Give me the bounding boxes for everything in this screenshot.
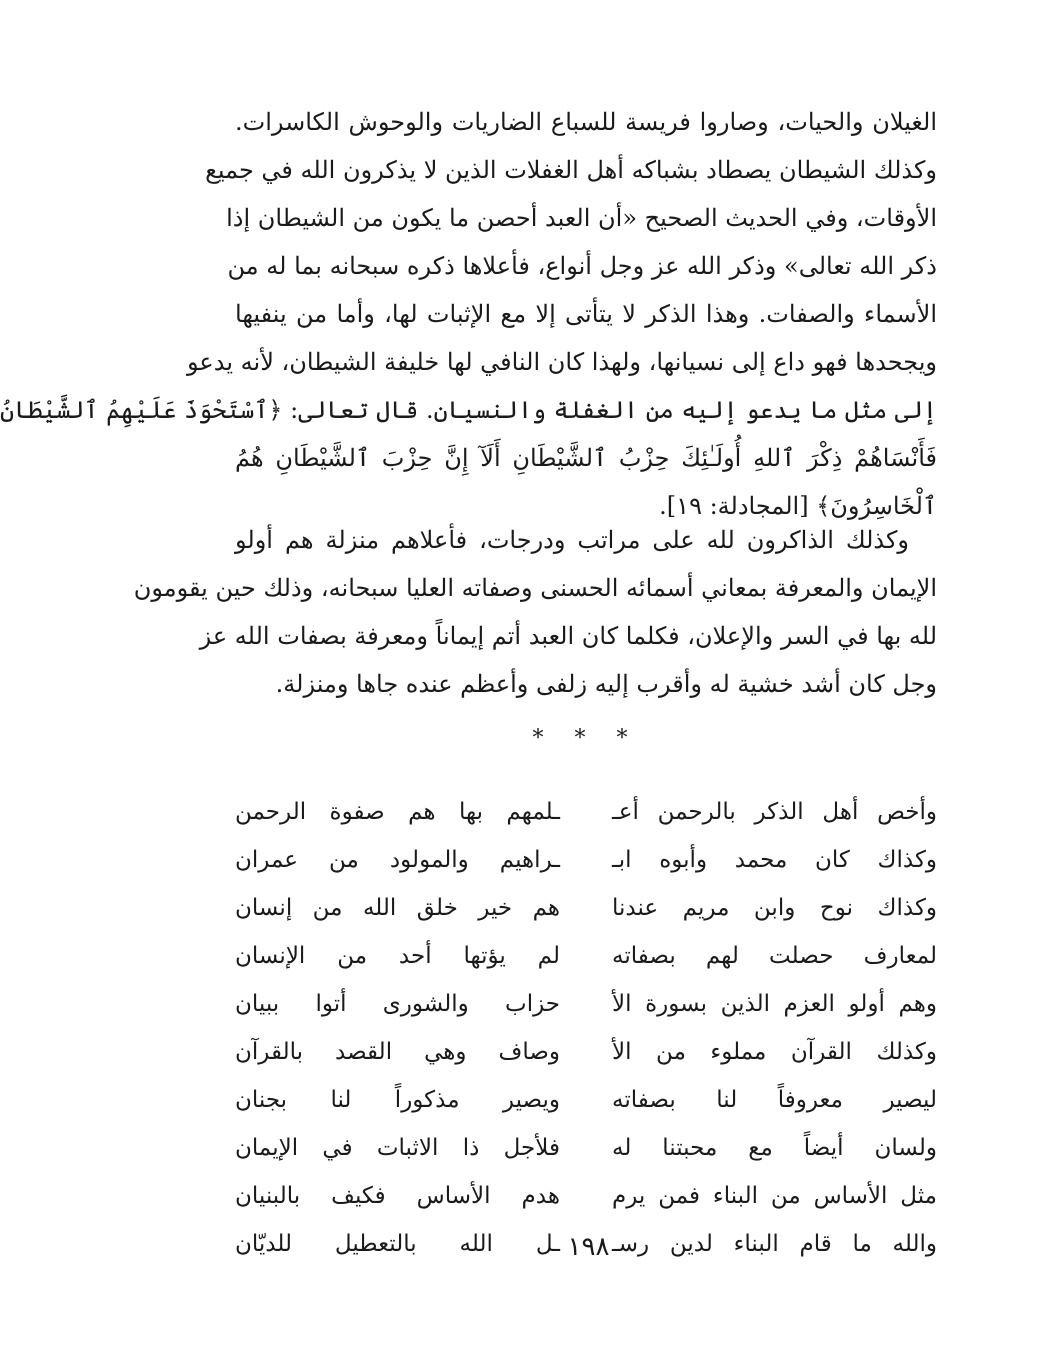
- verse-second-hemistich: حزاب والشورى أتوا ببيان: [235, 991, 560, 1017]
- verse-first-hemistich: وكذاك نوح وابن مريم عندنا: [612, 895, 937, 921]
- quran-citation-line: ٱلْخَاسِرُونَ﴾ [المجادلة: ١٩].: [659, 492, 937, 520]
- paragraph-2: [133, 516, 937, 708]
- verse-first-hemistich: لمعارف حصلت لهم بصفاته: [612, 943, 937, 969]
- poem-verse: [235, 980, 937, 1028]
- verse-first-hemistich: وكذاك كان محمد وأبوه ابـ: [612, 847, 937, 873]
- poem: [235, 788, 937, 1268]
- text-line: ذكر الله تعالى» وذكر الله عز وجل أنواع، فأعلاها ذكره سبحانه بما له من: [227, 252, 937, 280]
- text-line: الأوقات، وفي الحديث الصحيح «أن العبد أحصن ما يكون من الشيطان إذا: [226, 204, 937, 232]
- verse-first-hemistich: مثل الأساس من البناء فمن يرم: [612, 1183, 937, 1209]
- verse-second-hemistich: ـراهيم والمولود من عمران: [235, 847, 560, 873]
- poem-verse: [235, 1172, 937, 1220]
- poem-verse: [235, 1076, 937, 1124]
- poem-verse: [235, 836, 937, 884]
- text-line: لله بها في السر والإعلان، فكلما كان العبد أتم إيماناً ومعرفة بصفات الله عز: [199, 622, 937, 650]
- verse-second-hemistich: فلأجل ذا الاثبات في الإيمان: [235, 1135, 560, 1161]
- page-body: [0, 98, 937, 1298]
- quran-verse-line: فَأَنْسَاهُمْ ذِكْرَ ٱللهِ أُولَـٰئِكَ حِزْبُ ٱلشَّيْطَانِ أَلَآ إِنَّ حِزْبَ ٱلشَّيْطَانِ هُمُ: [235, 444, 937, 472]
- text-line: وجل كان أشد خشية له وأقرب إليه زلفى وأعظم عنده جاها ومنزلة.: [275, 670, 937, 698]
- poem-verse: [235, 884, 937, 932]
- text-line: الإيمان والمعرفة بمعاني أسمائه الحسنى وصفاته العليا سبحانه، وذلك حين يقومون: [133, 574, 937, 602]
- poem-verse: [235, 788, 937, 836]
- text-line: ويجحدها فهو داع إلى نسيانها، ولهذا كان النافي لها خليفة الشيطان، لأنه يدعو: [187, 348, 937, 376]
- verse-second-hemistich: ـلمهم بها هم صفوة الرحمن: [235, 799, 560, 825]
- poem-verse: [235, 1124, 937, 1172]
- verse-first-hemistich: والله ما قام البناء لدين رسـ: [612, 1231, 937, 1257]
- verse-first-hemistich: وكذلك القرآن مملوء من الأ: [612, 1039, 937, 1065]
- text-line: الغيلان والحيات، وصاروا فريسة للسباع الضاريات والوحوش الكاسرات.: [235, 108, 937, 136]
- text-line: وكذلك الشيطان يصطاد بشباكه أهل الغفلات الذين لا يذكرون الله في جميع: [205, 156, 937, 184]
- text-line: وكذلك الذاكرون لله على مراتب ودرجات، فأعلاهم منزلة هم أولو: [235, 526, 910, 554]
- verse-first-hemistich: ليصير معروفاً لنا بصفاته: [612, 1087, 937, 1113]
- verse-second-hemistich: هدم الأساس فكيف بالبنيان: [235, 1183, 560, 1209]
- text-line: الأسماء والصفات. وهذا الذكر لا يتأتى إلا مع الإثبات لها، وأما من ينفيها: [235, 300, 937, 328]
- page-number: ١٩٨: [567, 1232, 610, 1262]
- paragraph-1: [0, 98, 937, 530]
- verse-second-hemistich: ويصير مذكوراً لنا بجنان: [235, 1087, 560, 1113]
- verse-second-hemistich: لم يؤتها أحد من الإنسان: [235, 943, 560, 969]
- verse-first-hemistich: وأخص أهل الذكر بالرحمن أعـ: [612, 799, 937, 825]
- verse-first-hemistich: وهم أولو العزم الذين بسورة الأ: [612, 991, 937, 1017]
- text-line: إلى مثل ما يدعو إليه من الغفلة والنسيان. قال تعالى: ﴿ٱسْتَحْوَذَ عَلَيْهِمُ ٱلشَّيْطَانُ: [0, 396, 937, 424]
- poem-verse: [235, 932, 937, 980]
- poem-verse: [235, 1028, 937, 1076]
- verse-second-hemistich: ـل الله بالتعطيل للديّان: [235, 1231, 560, 1257]
- verse-second-hemistich: هم خير خلق الله من إنسان: [235, 895, 560, 921]
- section-separator: * * *: [532, 726, 640, 751]
- verse-second-hemistich: وصاف وهي القصد بالقرآن: [235, 1039, 560, 1065]
- verse-first-hemistich: ولسان أيضاً مع محبتنا له: [612, 1135, 937, 1161]
